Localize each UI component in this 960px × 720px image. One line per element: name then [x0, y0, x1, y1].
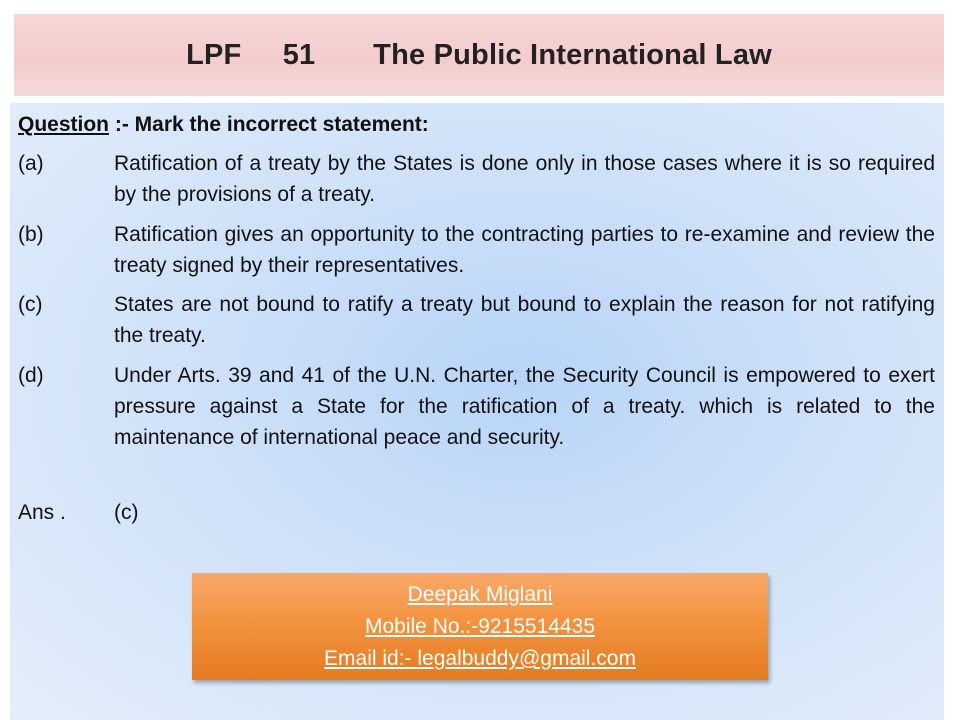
answer-line [18, 501, 139, 525]
slide-title: LPF 51 The Public International Law [186, 38, 772, 71]
option-d [18, 360, 935, 453]
question-prompt: :- Mark the incorrect statement: [109, 113, 429, 136]
answer-label: Ans . [18, 501, 66, 524]
question-label: Question [18, 113, 110, 136]
title-bar [14, 14, 944, 96]
option-label: (c) [18, 293, 43, 316]
option-label: (a) [18, 152, 44, 175]
option-text: Ratification gives an opportunity to the contracting parties to re-examine and review the treaty signed by their representatives. [114, 223, 935, 277]
answer-value: (c) [114, 501, 139, 524]
question-line [18, 113, 429, 137]
option-text: Under Arts. 39 and 41 of the U.N. Charter, the Security Council is empowered to exert pressure against a State for the ratification of a treaty. which is related to the maintenance of international peace and security. [114, 364, 935, 449]
contact-name: Deepak Miglani [407, 583, 553, 606]
option-a [18, 148, 935, 210]
option-b [18, 219, 935, 281]
contact-mobile: Mobile No.:-9215514435 [365, 615, 595, 638]
option-label: (b) [18, 223, 44, 246]
option-text: Ratification of a treaty by the States is done only in those cases where it is so required by the provisions of a treaty. [114, 152, 935, 206]
contact-email: Email id:- legalbuddy@gmail.com [324, 647, 636, 670]
option-text: States are not bound to ratify a treaty but bound to explain the reason for not ratifying the treaty. [114, 293, 935, 347]
option-c [18, 289, 935, 351]
option-label: (d) [18, 364, 44, 387]
contact-box [192, 573, 768, 680]
